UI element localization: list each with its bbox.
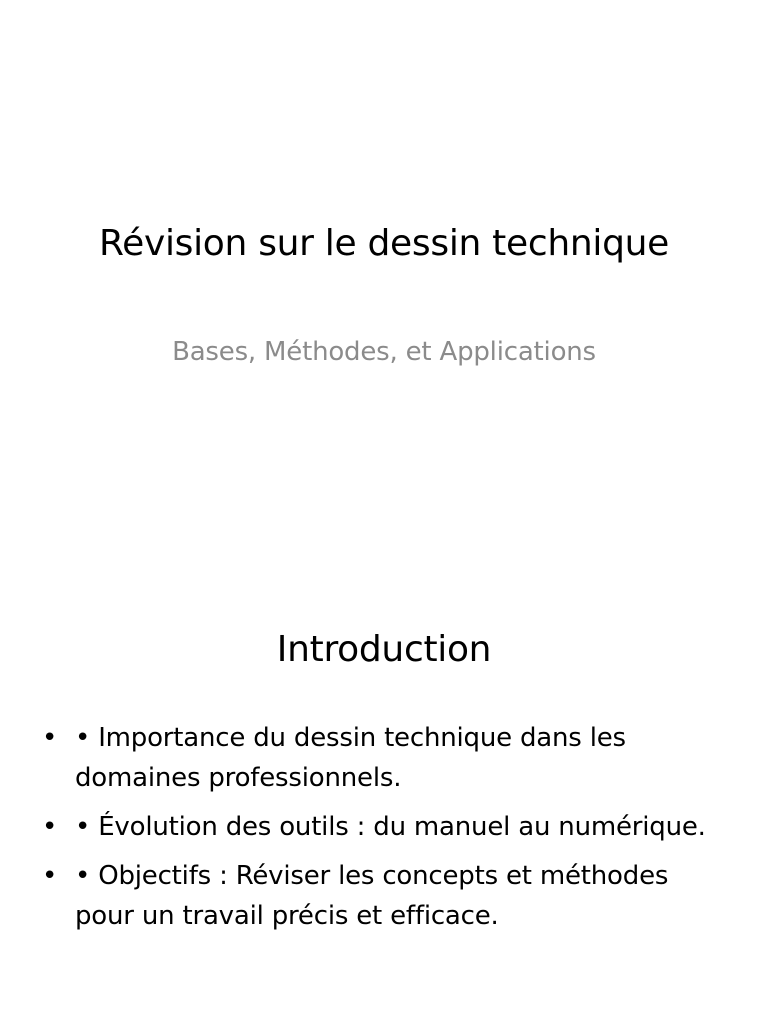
- bullet-marker-icon: •: [42, 861, 58, 891]
- bullet-marker-icon: •: [42, 723, 58, 753]
- bullet-text: • Objectifs : Réviser les concepts et méthodes pour un travail précis et efficace.: [75, 861, 669, 931]
- slide-title: Révision sur le dessin technique: [99, 223, 669, 264]
- bullet-item-importance: [42, 718, 732, 798]
- introduction-slide: [0, 512, 768, 1024]
- bullet-list: [42, 718, 732, 945]
- bullet-text: • Évolution des outils : du manuel au numérique.: [75, 812, 706, 842]
- slide-subtitle: Bases, Méthodes, et Applications: [172, 337, 596, 367]
- bullet-text: • Importance du dessin technique dans les domaines professionnels.: [75, 723, 626, 793]
- bullet-item-evolution: [42, 807, 732, 847]
- bullet-marker-icon: •: [42, 812, 58, 842]
- introduction-title: Introduction: [276, 629, 492, 670]
- bullet-item-objectifs: [42, 856, 732, 936]
